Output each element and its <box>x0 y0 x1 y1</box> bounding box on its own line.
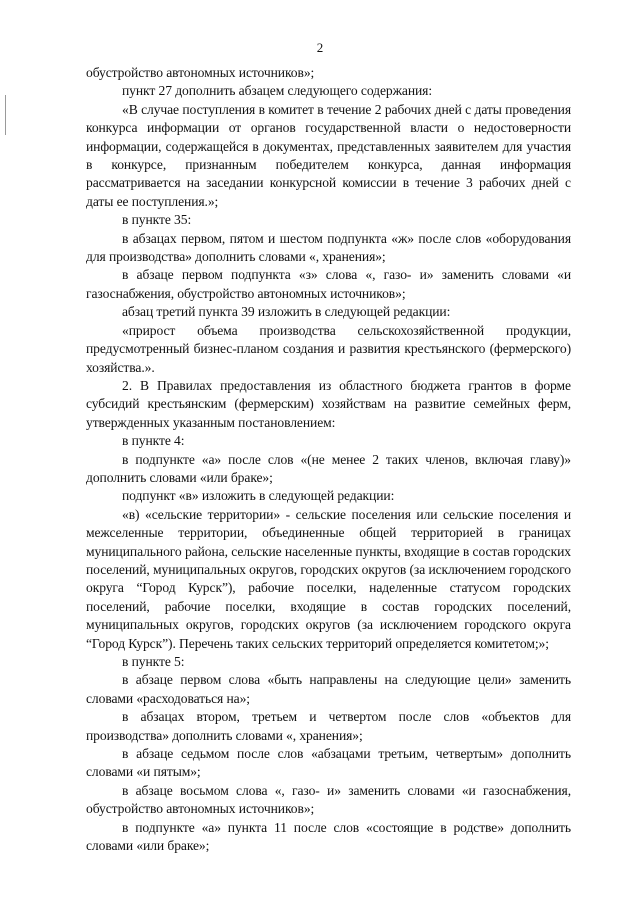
paragraph: подпункт «в» изложить в следующей редакции: <box>122 488 395 504</box>
scan-margin-mark <box>5 95 6 135</box>
page-number: 2 <box>316 40 324 55</box>
paragraph: в абзаце седьмом после слов «абзацами третьим, четвертым» дополнить словами «и пятым»; <box>86 746 571 780</box>
paragraph: в абзацах втором, третьем и четвертом после слов «объектов для производства» дополнить словами «, хранения»; <box>86 709 571 743</box>
paragraph: в абзаце восьмом слова «, газо- и» заменить словами «и газоснабжения, обустройство автономных источников»; <box>86 782 571 817</box>
paragraph: в абзаце первом слова «быть направлены на следующие цели» заменить словами «расходоваться на»; <box>86 672 571 706</box>
paragraph: пункт 27 дополнить абзацем следующего содержания: <box>122 83 433 99</box>
paragraph: обустройство автономных источников»; <box>86 65 315 80</box>
paragraph: «В случае поступления в комитет в течение 2 рабочих дней с даты проведения конкурса информации от органов государственной власти о недостоверности информации, содержащейся в документах, представленных заявителем для участия в конкурсе, признанным победителем конкурса, данная информация рассматривается на заседании конкурсной комиссии в течение 3 рабочих дней с даты ее поступления.»; <box>86 101 571 209</box>
paragraph: в абзацах первом, пятом и шестом подпункта «ж» после слов «оборудования для производства» дополнить словами «, хранения»; <box>86 230 571 265</box>
paragraph: в пункте 35: <box>122 212 192 228</box>
paragraph: в подпункте «а» после слов «(не менее 2 таких членов, включая главу)» дополнить словами «или браке»; <box>86 451 571 485</box>
paragraph: в подпункте «а» пункта 11 после слов «состоящие в родстве» дополнить словами «или браке»; <box>86 819 571 854</box>
paragraph: «в) «сельские территории» - сельские поселения или сельские поселения и межселенные территории, объединенные общей территорией в границах муниципального района, сельские населенные пункты, входящие в состав городских поселений, муниципальных округов, городских округов (за исключением городского округа “Город Курск”), рабочие поселки, наделенные статусом городских поселений, рабочие поселки, входящие в состав городских поселений, муниципальных округов, городских округов (за исключением городского округа “Город Курск”). Перечень таких сельских территорий определяется комитетом;»; <box>86 506 571 651</box>
paragraph: в абзаце первом подпункта «з» слова «, газо- и» заменить словами «и газоснабжения, обустройство автономных источников»; <box>86 267 571 301</box>
paragraph: абзац третий пункта 39 изложить в следующей редакции: <box>122 304 451 320</box>
paragraph: в пункте 5: <box>122 654 185 669</box>
paragraph: в пункте 4: <box>122 433 185 449</box>
paragraph: «прирост объема производства сельскохозяйственной продукции, предусмотренный бизнес-планом создания и развития крестьянского (фермерского) хозяйства.». <box>86 322 571 375</box>
document-body <box>86 64 571 855</box>
paragraph: 2. В Правилах предоставления из областного бюджета грантов в форме субсидий крестьянским (фермерским) хозяйствам на развитие семейных ферм, утвержденных указанным постановлением: <box>86 377 571 430</box>
